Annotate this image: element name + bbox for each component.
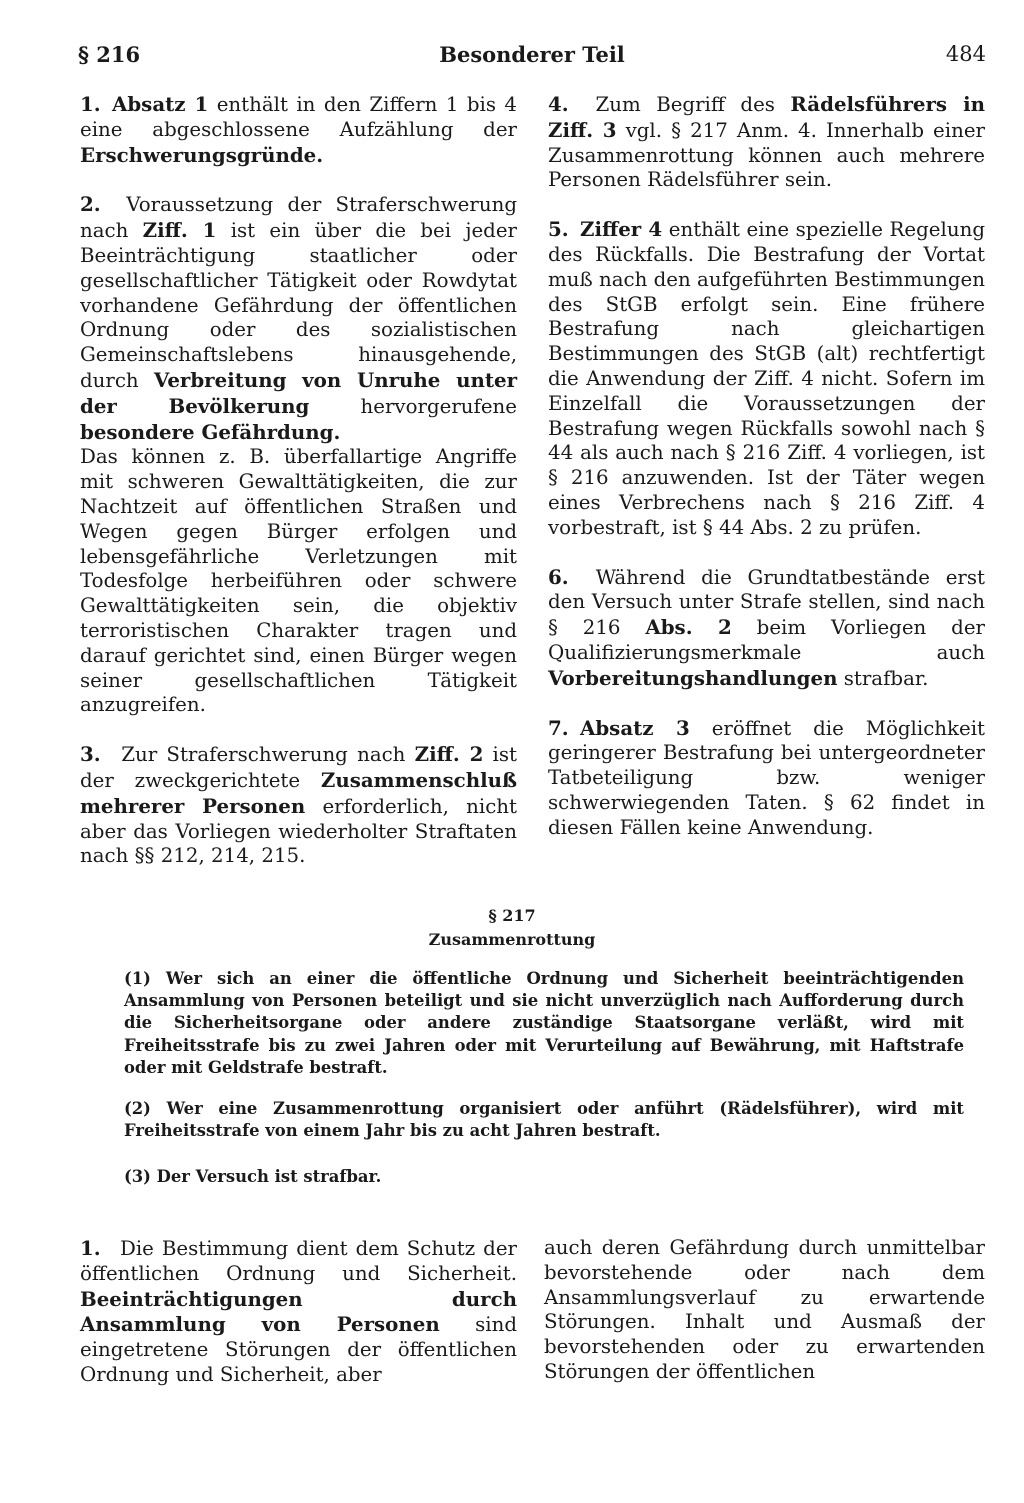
note-text: Die Bestimmung dient dem Schutz der öffentlichen Ordnung und Sicherheit. bbox=[80, 1237, 517, 1285]
bold-term: Ziffer 4 bbox=[580, 217, 663, 242]
right-column bbox=[548, 92, 985, 841]
law-paragraph-1 bbox=[124, 968, 964, 1079]
note-number: 4. bbox=[548, 92, 569, 116]
note-5 bbox=[548, 217, 985, 540]
note-text: vgl. § 217 Anm. 4. Innerhalb einer Zusammenrottung können auch mehrere Personen Rädelsführer sein. bbox=[548, 118, 985, 192]
note-number: 3. bbox=[80, 742, 101, 767]
note-text: enthält eine spezielle Regelung des Rückfalls. Die Bestrafung der Vortat muß nach den aufgeführten Bestimmungen des StGB erfolgt sein. Eine frühere Bestrafung nach gleichartigen Bestimmungen des StGB (alt) rechtfertigt die Anwendung der Ziff. 4 nicht. Sofern im Einzelfall die Voraussetzungen der Bestrafung wegen Rückfalls sowohl nach § 44 als auch nach § 216 Ziff. 4 vorliegen, ist § 216 anzuwenden. Ist der Täter wegen eines Verbrechens nach § 216 Ziff. 4 vorbestraft, ist § 44 Abs. 2 zu prüfen. bbox=[548, 218, 985, 539]
law-paragraph-2 bbox=[124, 1098, 964, 1142]
note-text: sind eingetretene Störungen der öffentlichen Ordnung und Sicherheit, aber bbox=[80, 1313, 518, 1386]
note-text: ist ein über die bei jeder Beeinträchtigung staatlicher oder gesellschaftlicher Tätigkeit oder Rowdytat vorhandene Gefährdung der öffentlichen Ordnung oder des sozialistischen Gemeinschaftslebens hinausgehende, durch bbox=[80, 219, 518, 392]
law-paragraph-3 bbox=[124, 1166, 964, 1188]
bold-term: Rädelsführers in Ziff. 3 bbox=[548, 92, 985, 142]
note-text: Voraussetzung der Straferschwerung nach bbox=[80, 193, 517, 243]
note-text: strafbar. bbox=[837, 666, 929, 690]
note-text: hervorgerufene bbox=[309, 394, 517, 418]
note-text: Zur Straferschwerung nach bbox=[112, 743, 415, 767]
bold-term: Vorbereitungshandlungen bbox=[548, 665, 838, 690]
law-text: (3) Der Versuch ist strafbar. bbox=[124, 1167, 382, 1186]
note-number: 5. bbox=[548, 217, 569, 242]
note-text: Während die Grundtatbestände erst den Versuch unter Strafe stellen, sind nach § 216 bbox=[548, 565, 985, 640]
bold-term: Abs. 2 bbox=[645, 615, 732, 640]
note-text: enthält in den Ziffern 1 bis 4 eine abgeschlossene Aufzählung der bbox=[80, 93, 518, 141]
left-column bbox=[80, 92, 517, 869]
note-4 bbox=[548, 92, 985, 193]
note-2 bbox=[80, 192, 517, 445]
bold-term: besondere Gefährdung. bbox=[80, 419, 341, 444]
bold-term: Zusammenschluß mehrerer Personen bbox=[80, 767, 517, 818]
note-text: erforderlich, nicht aber das Vorliegen wiederholter Straftaten nach §§ 212, 214, 215. bbox=[80, 794, 517, 868]
note-number: 1. bbox=[80, 92, 101, 116]
note-3 bbox=[80, 742, 517, 869]
bold-term: Absatz 3 bbox=[580, 715, 690, 740]
note-number: 1. bbox=[80, 1236, 101, 1260]
bold-term: Absatz 1 bbox=[112, 92, 209, 116]
page-number: 484 bbox=[945, 42, 986, 66]
section-number: § 217 bbox=[488, 906, 536, 925]
note-6 bbox=[548, 565, 985, 692]
header-section: § 216 bbox=[78, 42, 141, 67]
page-header bbox=[78, 42, 986, 82]
law-text: (1) Wer sich an einer die öffentliche Ordnung und Sicherheit beeinträchtigenden Ansammlung von Personen beteiligt und sie nicht unverzüglich nach Aufforderung durch die Sicherheitsorgane oder andere zuständige Staatsorgane verläßt, wird mit Freiheitsstrafe bis zu zwei Jahren oder mit Verurteilung auf Bewährung, mit Haftstrafe oder mit Geldstrafe bestraft. bbox=[124, 969, 964, 1077]
law-text: (2) Wer eine Zusammenrottung organisiert oder anführt (Rädelsführer), wird mit Freiheitsstrafe von einem Jahr bis zu acht Jahren bestraft. bbox=[124, 1099, 964, 1141]
note-number: 7. bbox=[548, 715, 569, 740]
note-1 bbox=[80, 92, 517, 168]
note-text: eröffnet die Möglichkeit geringerer Bestrafung bei untergeordneter Tatbeteiligung bzw. weniger schwerwiegenden Taten. § 62 findet in diesen Fällen keine Anwendung. bbox=[548, 716, 985, 839]
bold-term: Erschwerungsgründe. bbox=[80, 142, 324, 167]
note-7 bbox=[548, 716, 985, 841]
bold-term: Verbreitung von Unruhe unter der Bevölkerung bbox=[80, 367, 517, 418]
bold-term: Beeinträchtigungen durch Ansammlung von Personen bbox=[80, 1286, 517, 1337]
bottom-left-column bbox=[80, 1236, 517, 1388]
annotation-1 bbox=[80, 1236, 517, 1388]
note-text: ist der zweckgerichtete bbox=[80, 743, 517, 792]
bold-term: Ziff. 2 bbox=[414, 742, 484, 767]
header-title: Besonderer Teil bbox=[439, 42, 625, 67]
section-heading bbox=[0, 904, 1024, 952]
note-text: beim Vorliegen der Qualifizierungsmerkmale auch bbox=[548, 616, 985, 664]
note-2-paragraph: Das können z. B. überfallartige Angriffe mit schweren Gewalttätigkeiten, die zur Nachtzeit auf öffentlichen Straßen und Wegen gegen Bürger erfolgen und lebensgefährliche Verletzungen mit Todesfolge herbeiführen oder schwere Gewalttätigkeiten sein, die objektiv terroristischen Charakter tragen und darauf gerichtet sind, einen Bürger wegen seiner gesellschaftlichen Tätigkeit anzugreifen. bbox=[80, 445, 517, 717]
section-title: Zusammenrottung bbox=[428, 930, 596, 949]
annotation-1-continued: auch deren Gefährdung durch unmittelbar bevorstehende oder nach dem Ansammlungsverlauf zu erwartende Störungen. Inhalt und Ausmaß der bevorstehenden oder zu erwartenden Störungen der öffentlichen bbox=[544, 1236, 985, 1383]
note-number: 2. bbox=[80, 192, 101, 217]
bottom-right-column bbox=[544, 1236, 985, 1385]
note-number: 6. bbox=[548, 564, 569, 589]
bold-term: Ziff. 1 bbox=[142, 218, 217, 243]
note-text: Zum Begriff des bbox=[580, 93, 791, 116]
